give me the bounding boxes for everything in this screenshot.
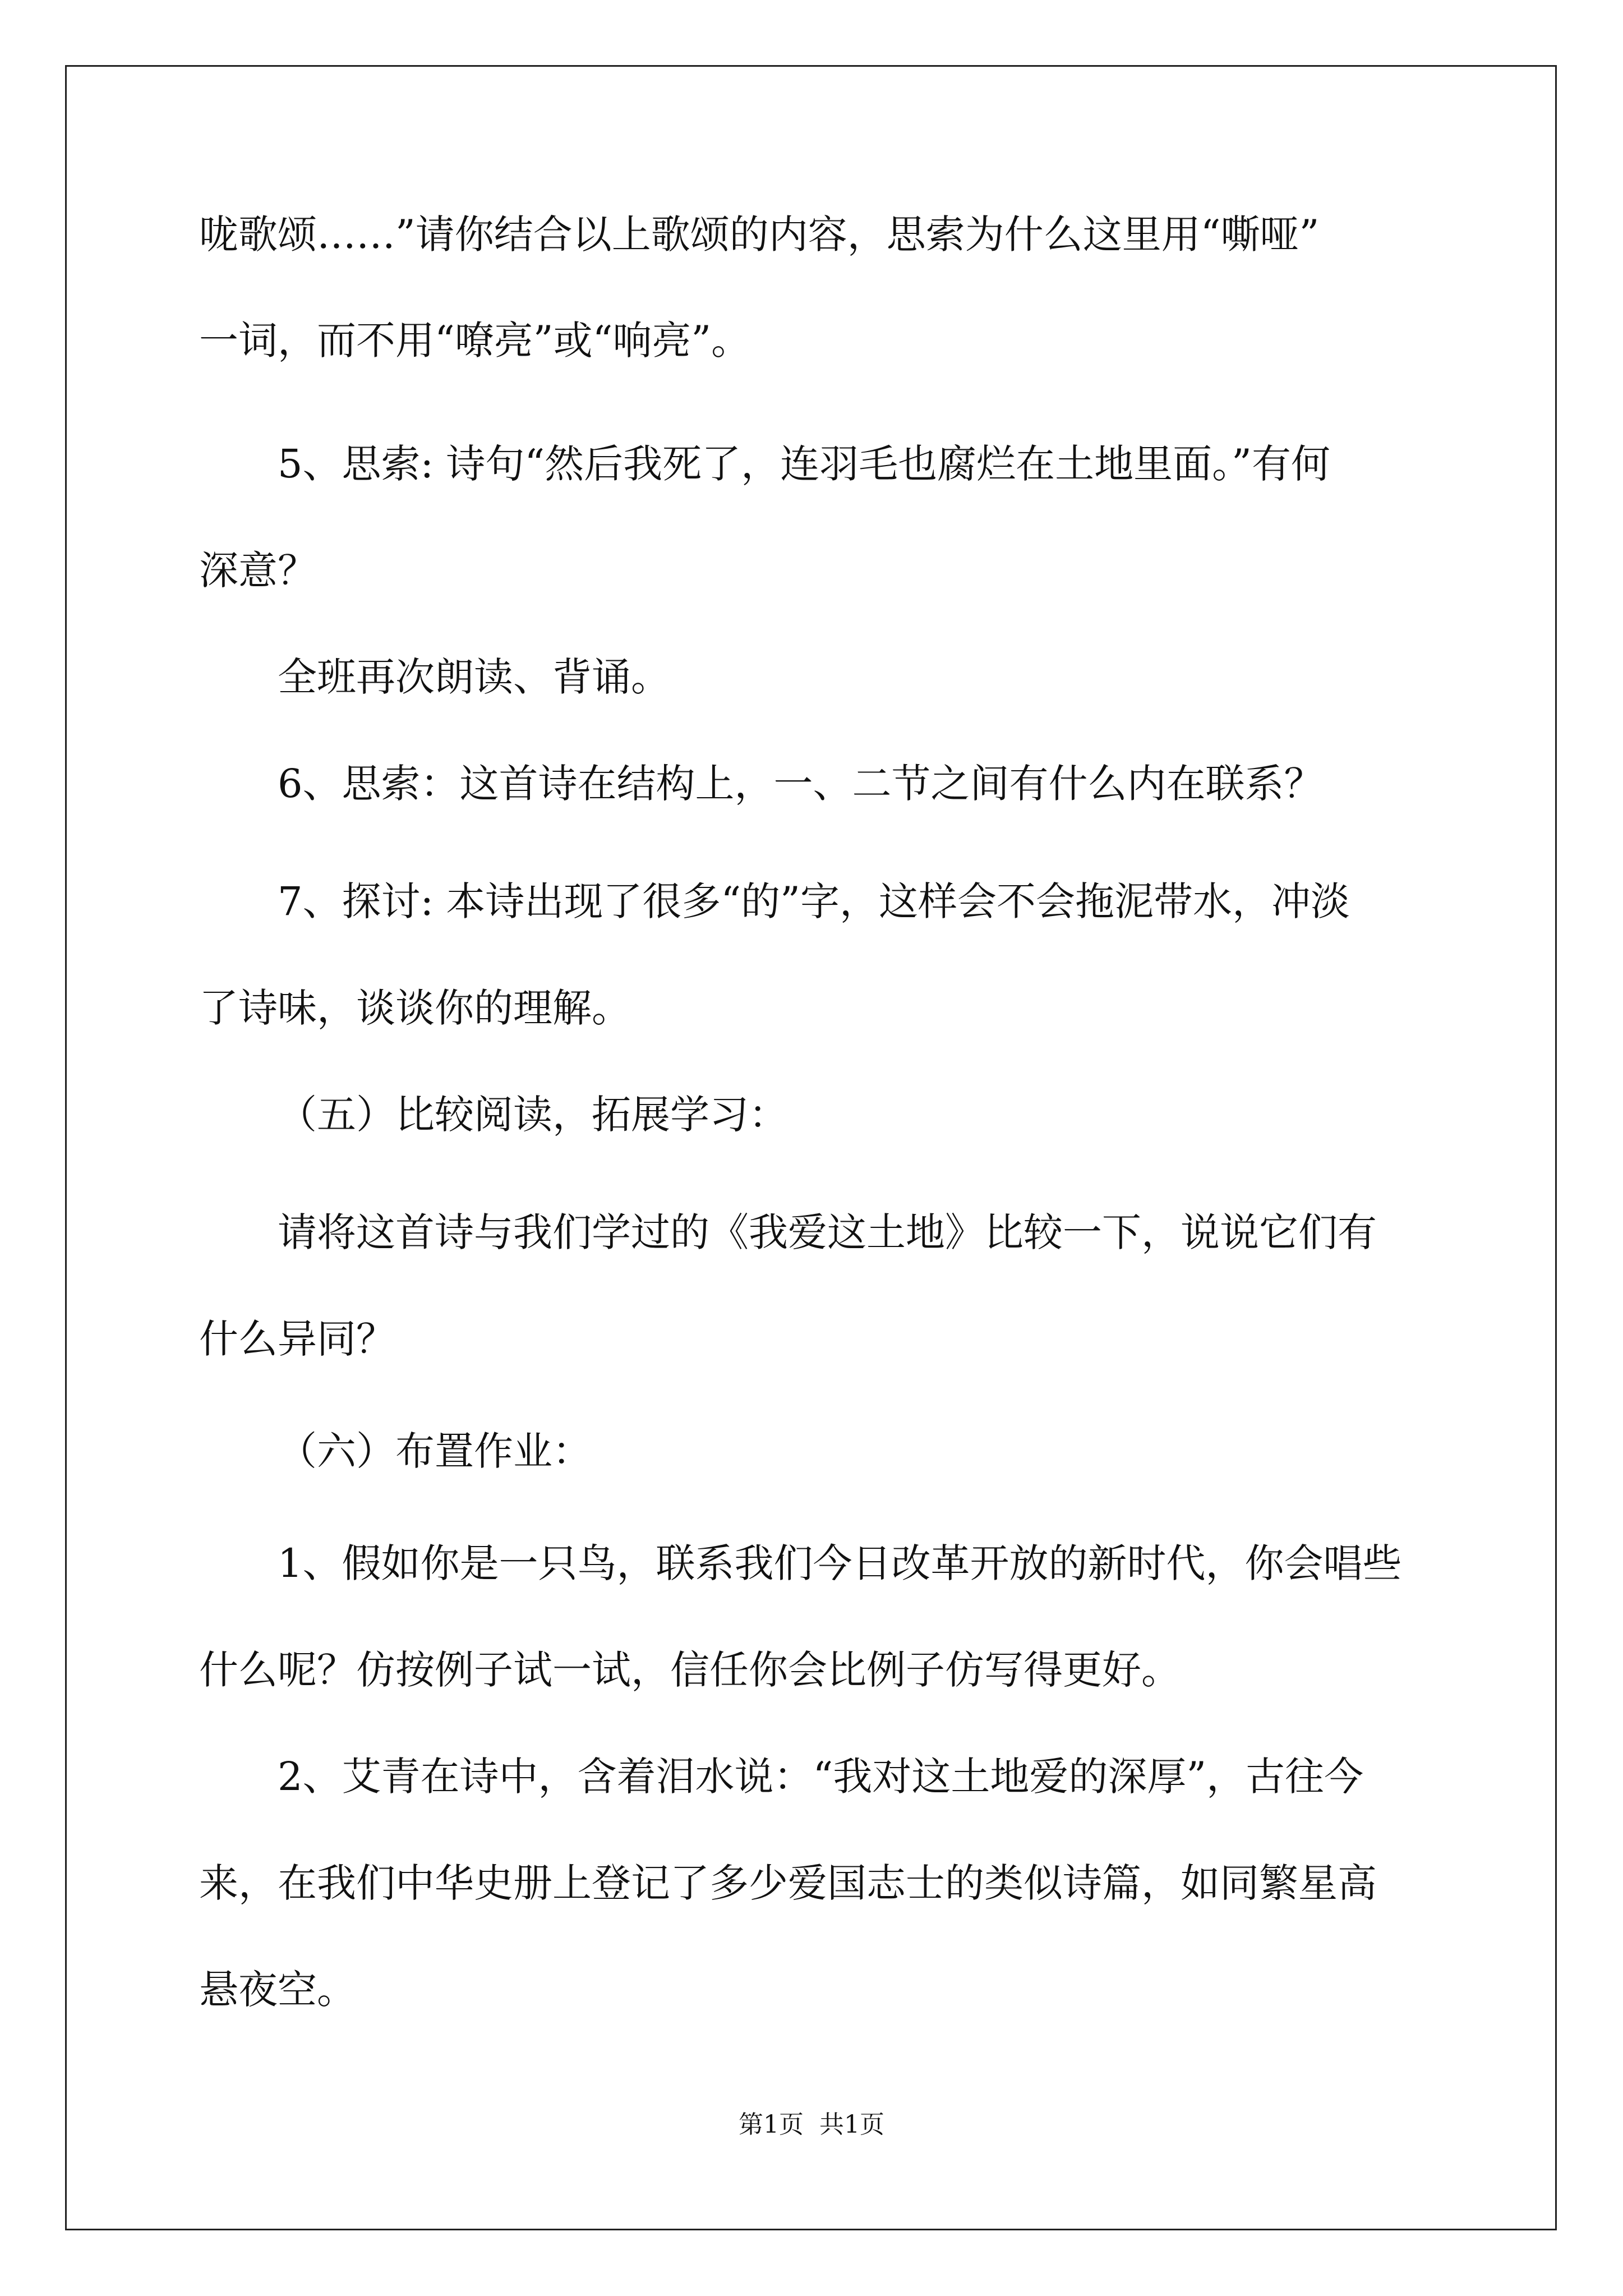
text-line: 深意？ [199, 547, 317, 593]
text-line: 1、假如你是一只鸟，联系我们今日改革开放的新时代，你会唱些 [278, 1540, 1402, 1586]
text-line: 了诗味，谈谈你的理解。 [199, 985, 631, 1031]
text-line: 6、思索：这首诗在结构上，一、二节之间有什么内在联系？ [278, 761, 1324, 807]
section-heading: （六）布置作业： [278, 1428, 592, 1474]
text-line: 一词，而不用“嘹亮”或“响亮”。 [199, 318, 751, 364]
text-line: 悬夜空。 [199, 1967, 356, 2013]
page-total: 共1页 [819, 2110, 884, 2139]
section-heading: （五）比较阅读，拓展学习： [278, 1092, 788, 1138]
text-line: 全班再次朗读、背诵。 [278, 654, 670, 700]
text-line: 来，在我们中华史册上登记了多少爱国志士的类似诗篇，如同繁星高 [199, 1860, 1377, 1906]
page-footer [0, 2108, 1623, 2142]
text-line: 请将这首诗与我们学过的《我爱这土地》比较一下，说说它们有 [278, 1209, 1377, 1255]
text-line: 5、思索: 诗句“然后我死了，连羽毛也腐烂在土地里面。”有何 [278, 441, 1330, 487]
text-line: 咙歌颂……”请你结合以上歌颂的内容，思索为什么这里用“嘶哑” [199, 211, 1320, 257]
page-number: 第1页 [739, 2110, 804, 2139]
text-line: 2、艾青在诗中，含着泪水说：“我对这土地爱的深厚”，古往今 [278, 1754, 1364, 1800]
text-line: 什么异同？ [199, 1316, 395, 1362]
text-line: 7、探讨: 本诗出现了很多“的”字，这样会不会拖泥带水，冲淡 [278, 878, 1350, 924]
text-line: 什么呢？仿按例子试一试，信任你会比例子仿写得更好。 [199, 1647, 1181, 1693]
